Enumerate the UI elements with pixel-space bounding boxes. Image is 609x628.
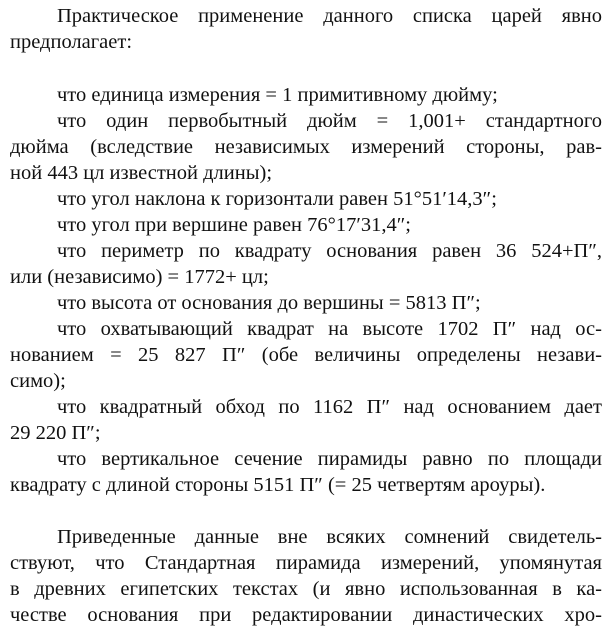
item-2-line-3: ной 443 цл известной длины); xyxy=(10,162,273,184)
closing-line-1: Приведенные данные вне всяких сомнений свидетель- xyxy=(57,526,602,548)
item-7-line-1: что охватывающий квадрат на высоте 1702 П″ над ос- xyxy=(57,318,602,340)
item-2-line-1: что один первобытный дюйм = 1,001+ стандартного xyxy=(57,110,602,132)
closing-line-2: ствуют, что Стандартная пирамида измерений, упомянутая xyxy=(10,552,602,574)
item-7-line-3: симо); xyxy=(10,370,66,392)
item-8-line-1: что квадратный обход по 1162 П″ над основанием дает xyxy=(57,396,602,418)
closing-line-3: в древних египетских текстах (и явно использованная в ка- xyxy=(10,578,602,600)
item-4-line-1: что угол при вершине равен 76°17′31,4″; xyxy=(57,214,411,236)
item-2-line-2: дюйма (вследствие независимых измерений стороны, рав- xyxy=(10,136,602,158)
item-5-line-1: что периметр по квадрату основания равен 36 524+П″, xyxy=(57,240,602,262)
item-9-line-2: квадрату с длиной стороны 5151 П″ (= 25 четвертям ароуры). xyxy=(10,474,546,496)
item-3-line-1: что угол наклона к горизонтали равен 51°51′14,3″; xyxy=(57,188,497,210)
item-9-line-1: что вертикальное сечение пирамиды равно по площади xyxy=(57,448,602,470)
item-7-line-2: нованием = 25 827 П″ (обе величины определены незави- xyxy=(10,344,602,366)
closing-line-4: честве основания при редактировании династических хро- xyxy=(10,604,602,626)
item-5-line-2: или (независимо) = 1772+ цл; xyxy=(10,266,269,288)
intro-line-1: Практическое применение данного списка царей явно xyxy=(57,5,602,27)
item-8-line-2: 29 220 П″; xyxy=(10,422,101,444)
intro-line-2: предполагает: xyxy=(10,31,133,53)
item-6-line-1: что высота от основания до вершины = 5813 П″; xyxy=(57,292,481,314)
item-1-line-1: что единица измерения = 1 примитивному дюйму; xyxy=(57,84,498,106)
